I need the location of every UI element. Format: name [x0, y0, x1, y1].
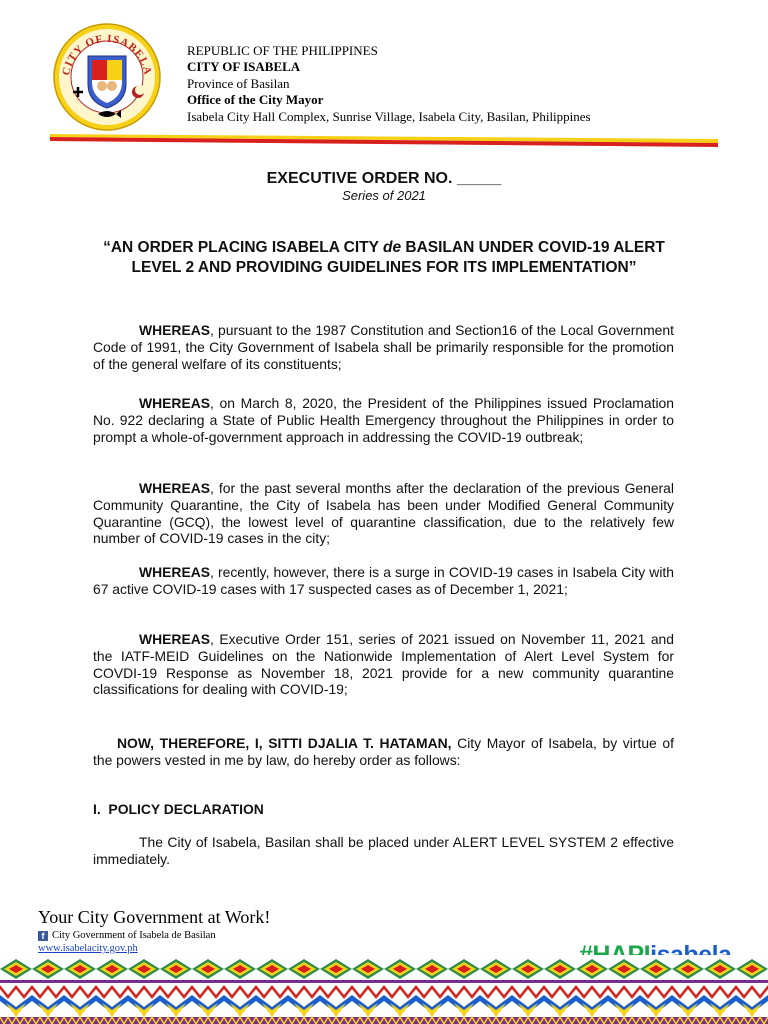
whereas-text: , for the past several months after the declaration of the previous General Community Quarantine, the City of Isabela has been under Modified General Community Quarantine (GCQ), the lowest level of quarantine classification, due to the relatively few number of COVID-19 cases in the city; [93, 480, 674, 547]
province-name: Province of Basilan [187, 75, 290, 91]
now-therefore-lead: NOW, THEREFORE [117, 735, 246, 751]
policy-text: The City of Isabela, Basilan shall be placed under ALERT LEVEL SYSTEM 2 effective immediately. [93, 834, 674, 867]
heading-part1: “AN ORDER PLACING ISABELA CITY [103, 239, 383, 256]
letterhead [187, 43, 591, 125]
office-address: Isabela City Hall Complex, Sunrise Village, Isabela City, Basilan, Philippines [187, 108, 591, 124]
now-therefore-text: City Mayor of Isabela, by virtue of the powers vested in me by law, do hereby order as follows: [93, 735, 674, 768]
whereas-lead: WHEREAS [139, 395, 210, 411]
city-name: CITY OF ISABELA [187, 59, 301, 75]
policy-paragraph [93, 834, 674, 868]
office-name: Office of the City Mayor [187, 92, 324, 108]
whereas-paragraph [93, 395, 674, 445]
section-heading: I. POLICY DECLARATION [93, 801, 264, 817]
series-year: Series of 2021 [342, 188, 426, 203]
facebook-line[interactable] [38, 930, 216, 942]
whereas-lead: WHEREAS [139, 322, 210, 338]
facebook-icon: f [38, 931, 48, 941]
whereas-text: , Executive Order 151, series of 2021 issued on November 11, 2021 and the IATF-MEID Guidelines on the Nationwide Implementation of Alert Level System for COVDI-19 Response as November 18, 2021 provide for a new community quarantine classifications for dealing with COVID-19; [93, 631, 674, 698]
whereas-lead: WHEREAS [139, 480, 210, 496]
whereas-text: , pursuant to the 1987 Constitution and Section16 of the Local Government Code of 1991, the City Government of Isabela shall be primarily responsible for the promotion of the general welfare of its constituents; [93, 322, 674, 372]
seal-text: CITY OF ISABELA [60, 32, 154, 77]
heading-part2: BASILAN UNDER COVID-19 ALERT LEVEL 2 AND PROVIDING GUIDELINES FOR ITS IMPLEMENTATION” [131, 239, 665, 276]
whereas-text: , recently, however, there is a surge in COVID-19 cases in Isabela City with 67 active COVID-19 cases with 17 suspected cases as of December 1, 2021; [93, 564, 674, 597]
whereas-lead: WHEREAS [139, 631, 210, 647]
whereas-paragraph [93, 322, 674, 372]
mayor-name: SITTI DJALIA T. HATAMAN, [268, 735, 452, 751]
whereas-paragraph [93, 564, 674, 598]
executive-order-title: EXECUTIVE ORDER NO. _____ [266, 170, 502, 187]
footer-slogan: Your City Government at Work! [38, 907, 271, 927]
heading-de: de [382, 239, 402, 256]
whereas-text: , on March 8, 2020, the President of the Philippines issued Proclamation No. 922 declaring a State of Public Health Emergency throughout the Philippines in order to prompt a whole-of-government approach in addressing the COVID-19 outbreak; [93, 395, 674, 445]
country-name: REPUBLIC OF THE PHILIPPINES [187, 43, 378, 58]
whereas-paragraph [93, 631, 674, 698]
now-therefore-paragraph [93, 735, 674, 769]
woven-pattern-border [0, 955, 768, 1024]
website-link[interactable]: www.isabelacity.gov.ph [38, 943, 138, 954]
whereas-paragraph [93, 480, 674, 547]
now-therefore-sep: , I, [245, 735, 269, 751]
facebook-page: City Government of Isabela de Basilan [52, 930, 216, 941]
letterhead-divider [50, 131, 718, 149]
whereas-lead: WHEREAS [139, 564, 210, 580]
order-heading [93, 238, 675, 278]
city-seal-logo [52, 22, 162, 132]
